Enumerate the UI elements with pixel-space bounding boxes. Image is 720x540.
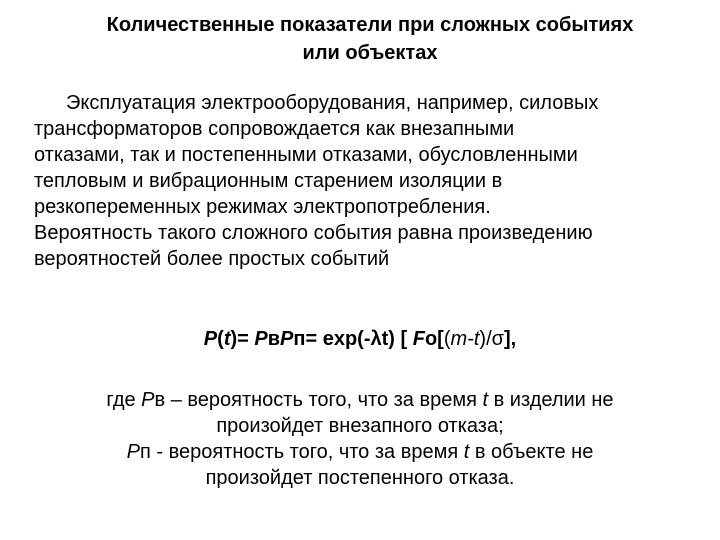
definition-text: в изделии не (488, 389, 614, 411)
paragraph-line: Вероятность такого сложного события равна произведению (34, 222, 593, 244)
paragraph-line: отказами, так и постепенными отказами, обусловленными (34, 144, 578, 166)
definition-line (0, 439, 720, 465)
paragraph-line: трансформаторов сопровождается как внезапными (34, 118, 515, 140)
formula-t: t (223, 328, 231, 350)
formula-p: P (203, 328, 218, 350)
formula-m-t: m-t (450, 328, 480, 350)
definition-symbol: t (482, 389, 489, 411)
definition-text: где (106, 389, 142, 411)
formula-fo-f: F (412, 328, 425, 350)
definition-line: произойдет внезапного отказа; (216, 415, 504, 437)
paragraph-line: резкопеременных режимах электропотребления. (34, 196, 491, 218)
formula-pp-sub: п (293, 328, 306, 350)
slide-title (20, 11, 720, 67)
formula-pv-p: P (254, 328, 268, 350)
formula-end: ], (503, 328, 517, 350)
formula-rparen: ) (230, 328, 238, 350)
body-paragraph (34, 90, 714, 272)
definition-symbol: P (126, 441, 140, 463)
title-line-1: Количественные показатели при сложных событиях (106, 14, 634, 36)
formula-lambda: λ (370, 328, 382, 350)
probability-formula (0, 326, 720, 352)
definition-text: в объекте не (469, 441, 594, 463)
formula-pv-sub: в (267, 328, 281, 350)
formula-bracket: [ (437, 328, 444, 350)
formula-exp: = exp(- (305, 328, 371, 350)
formula-sigma: σ (491, 328, 504, 350)
paragraph-line: вероятностей более простых событий (34, 248, 390, 270)
title-line-2: или объектах (302, 42, 438, 64)
formula-t-bracket: t) [ (381, 328, 413, 350)
formula-equals: = (237, 328, 255, 350)
paragraph-line: тепловым и вибрационным старением изоляции в (34, 170, 503, 192)
definition-symbol: P (141, 389, 155, 411)
definitions (0, 387, 720, 491)
definition-line: произойдет постепенного отказа. (205, 467, 515, 489)
definition-symbol: t (463, 441, 470, 463)
formula-lparen: ( (217, 328, 224, 350)
formula-inner-lparen: ( (443, 328, 451, 350)
formula-fo-o: o (424, 328, 438, 350)
formula-pp-p: P (280, 328, 294, 350)
definition-text: п - вероятность того, что за время (140, 441, 464, 463)
formula-inner-rparen: )/ (479, 328, 492, 350)
definition-text: в – вероятность того, что за время (154, 389, 483, 411)
definition-line (0, 387, 720, 413)
paragraph-line: Эксплуатация электрооборудования, например, силовых (66, 92, 599, 114)
